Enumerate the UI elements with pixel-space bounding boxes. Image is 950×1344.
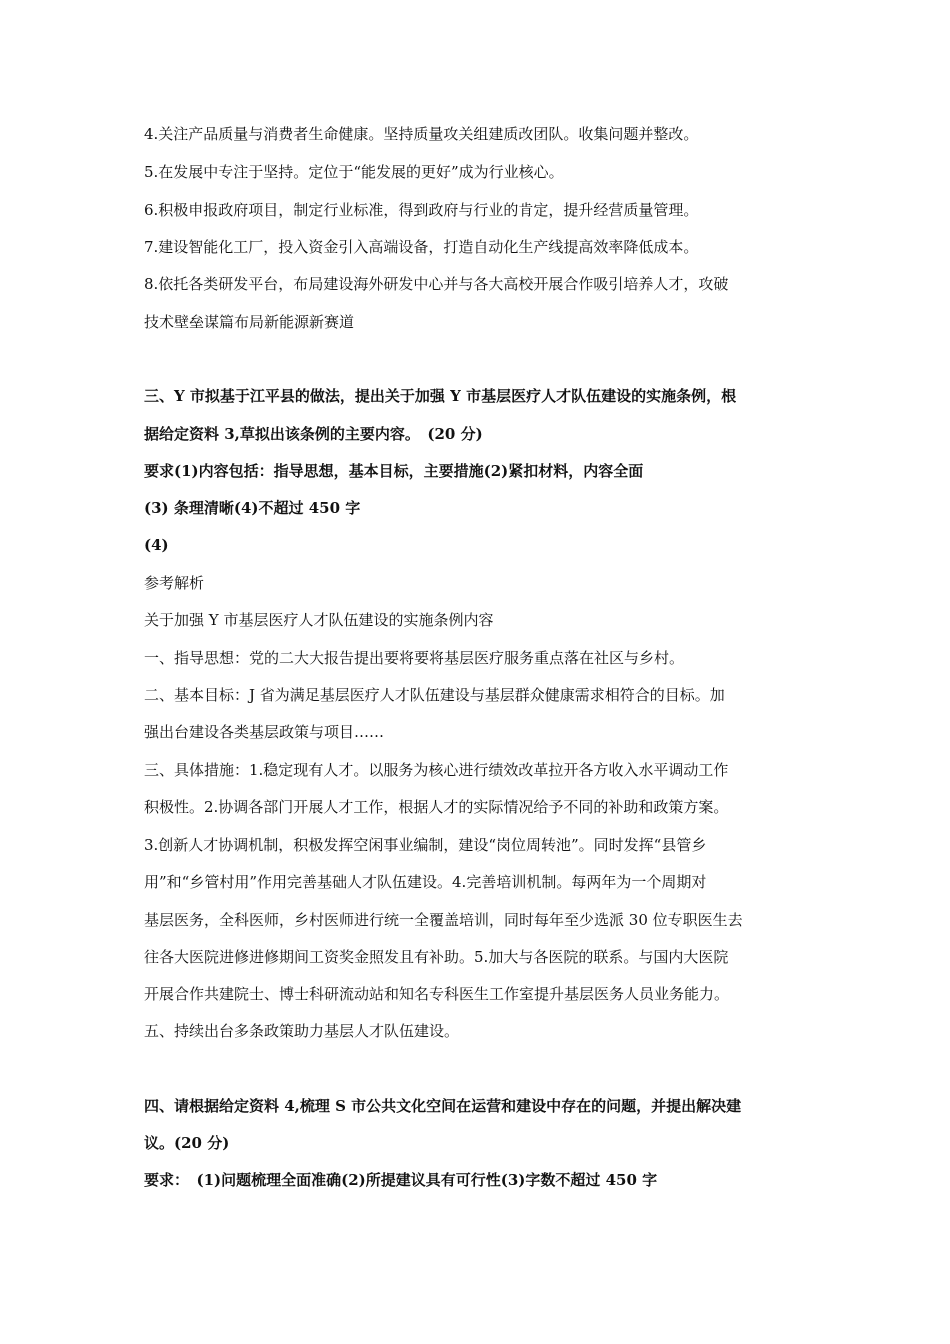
question-4-title-line-1: 四、请根据给定资料 4,梳理 S 市公共文化空间在运营和建设中存在的问题，并提出解决建: [144, 1097, 742, 1115]
list-item-6: 6.积极申报政府项目，制定行业标准，得到政府与行业的肯定，提升经营质量管理。: [144, 201, 699, 219]
list-item-5: 5.在发展中专注于坚持。定位于“能发展的更好”成为行业核心。: [144, 163, 564, 181]
list-item-7: 7.建设智能化工厂，投入资金引入高端设备，打造自动化生产线提高效率降低成本。: [144, 238, 699, 256]
answer-line-8: 基层医务，全科医师，乡村医师进行统一全覆盖培训，同时每年至少选派 30 位专职医生去: [144, 911, 743, 929]
list-item-4: 4.关注产品质量与消费者生命健康。坚持质量攻关组建质改团队。收集问题并整改。: [144, 125, 699, 143]
answer-line-3: 强出台建设各类基层政策与项目……: [144, 723, 385, 741]
answer-line-5: 积极性。2.协调各部门开展人才工作，根据人才的实际情况给予不同的补助和政策方案。: [144, 798, 729, 816]
list-item-8-continued: 技术壁垒谋篇布局新能源新赛道: [144, 313, 355, 331]
answer-line-11: 五、持续出台多条政策助力基层人才队伍建设。: [144, 1022, 460, 1040]
question-3-title-line-1: 三、Y 市拟基于江平县的做法，提出关于加强 Y 市基层医疗人才队伍建设的实施条例，根: [144, 387, 737, 405]
answer-label: 参考解析: [144, 574, 205, 592]
question-3-requirements-line-2: (3) 条理清晰(4)不超过 450 字: [144, 499, 361, 517]
answer-line-9: 往各大医院进修进修期间工资奖金照发且有补助。5.加大与各医院的联系。与国内大医院: [144, 948, 729, 966]
answer-line-1: 一、指导思想：党的二大大报告提出要将要将基层医疗服务重点落在社区与乡村。: [144, 649, 685, 667]
answer-line-2: 二、基本目标：J 省为满足基层医疗人才队伍建设与基层群众健康需求相符合的目标。加: [144, 686, 725, 704]
answer-line-6: 3.创新人才协调机制，积极发挥空闲事业编制，建设“岗位周转池”。同时发挥“县管乡: [144, 836, 707, 854]
question-3-title-line-2: 据给定资料 3,草拟出该条例的主要内容。 (20 分): [144, 425, 483, 443]
question-4-requirements: 要求： (1)问题梳理全面准确(2)所提建议具有可行性(3)字数不超过 450 字: [144, 1171, 658, 1189]
answer-title: 关于加强 Y 市基层医疗人才队伍建设的实施条例内容: [144, 611, 494, 629]
answer-line-10: 开展合作共建院士、博士科研流动站和知名专科医生工作室提升基层医务人员业务能力。: [144, 985, 730, 1003]
question-3-requirements-line-3: (4): [144, 536, 169, 554]
answer-line-7: 用”和“乡管村用”作用完善基础人才队伍建设。4.完善培训机制。每两年为一个周期对: [144, 873, 707, 891]
question-3-requirements-line-1: 要求(1)内容包括：指导思想，基本目标，主要措施(2)紧扣材料，内容全面: [144, 462, 644, 480]
question-4-title-line-2: 议。(20 分): [144, 1134, 230, 1152]
list-item-8: 8.依托各类研发平台，布局建设海外研发中心并与各大高校开展合作吸引培养人才，攻破: [144, 275, 729, 293]
answer-line-4: 三、具体措施：1.稳定现有人才。以服务为核心进行绩效改革拉开各方收入水平调动工作: [144, 761, 729, 779]
